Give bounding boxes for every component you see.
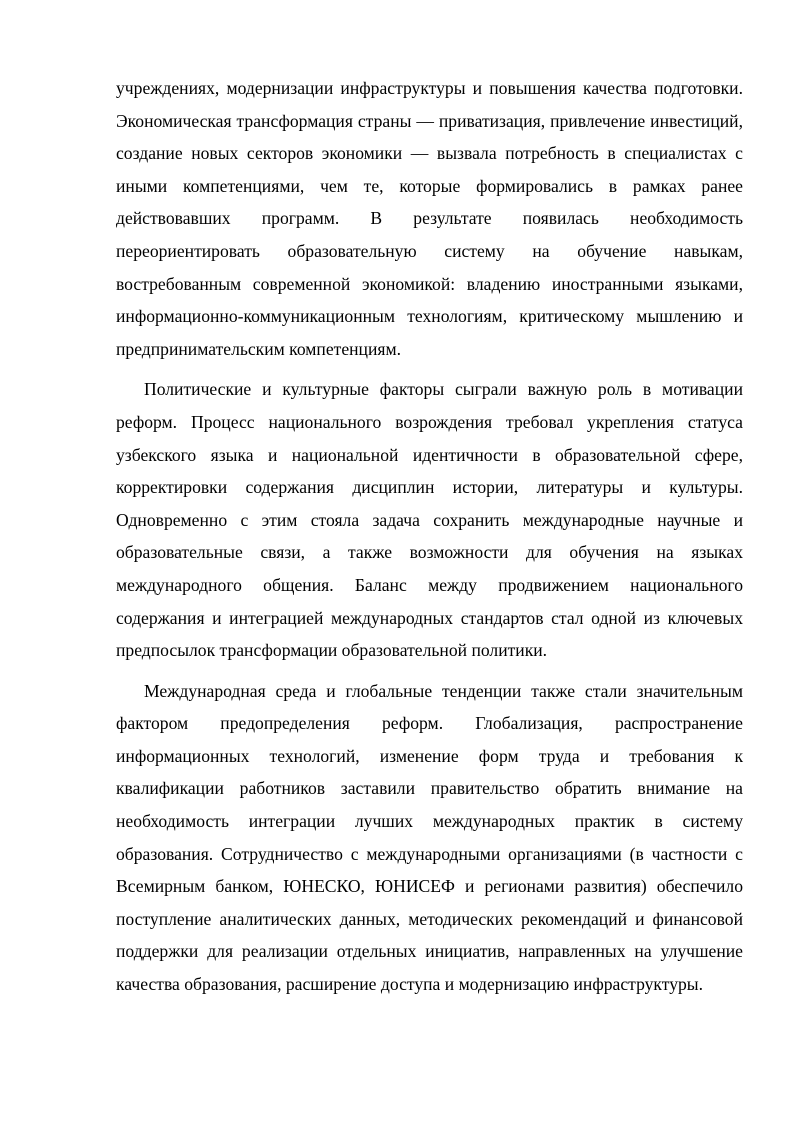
paragraph-political-cultural-factors: Политические и культурные факторы сыграли важную роль в мотивации реформ. Процесс национального возрождения требовал укрепления статуса узбекского языка и национальной идентичности в образовательной сфере, корректировки содержания дисциплин истории, литературы и культуры. Одновременно с этим стояла задача сохранить международные научные и образовательные связи, а также возможности для обучения на языках международного общения. Баланс между продвижением национального содержания и интеграцией международных стандартов стал одной из ключевых предпосылок трансформации образовательной политики.: [116, 379, 743, 661]
paragraph-international-environment: Международная среда и глобальные тенденции также стали значительным фактором предопределения реформ. Глобализация, распространение информационных технологий, изменение форм труда и требования к квалификации работников заставили правительство обратить внимание на необходимость интеграции лучших международных практик в систему образования. Сотрудничество с международными организациями (в частности с Всемирным банком, ЮНЕСКО, ЮНИСЕФ и регионами развития) обеспечило поступление аналитических данных, методических рекомендаций и финансовой поддержки для реализации отдельных инициатив, направленных на улучшение качества образования, расширение доступа и модернизацию инфраструктуры.: [116, 680, 743, 995]
document-page: [116, 72, 743, 1001]
paragraph-economic-transformation: учреждениях, модернизации инфраструктуры и повышения качества подготовки. Экономическая трансформация страны — приватизация, привлечение инвестиций, создание новых секторов экономики — вызвала потребность в специалистах с иными компетенциями, чем те, которые формировались в рамках ранее действовавших программ. В результате появилась необходимость переориентировать образовательную систему на обучение навыкам, востребованным современной экономикой: владению иностранными языками, информационно-коммуникационным технологиям, критическому мышлению и предпринимательским компетенциям.: [116, 78, 743, 359]
